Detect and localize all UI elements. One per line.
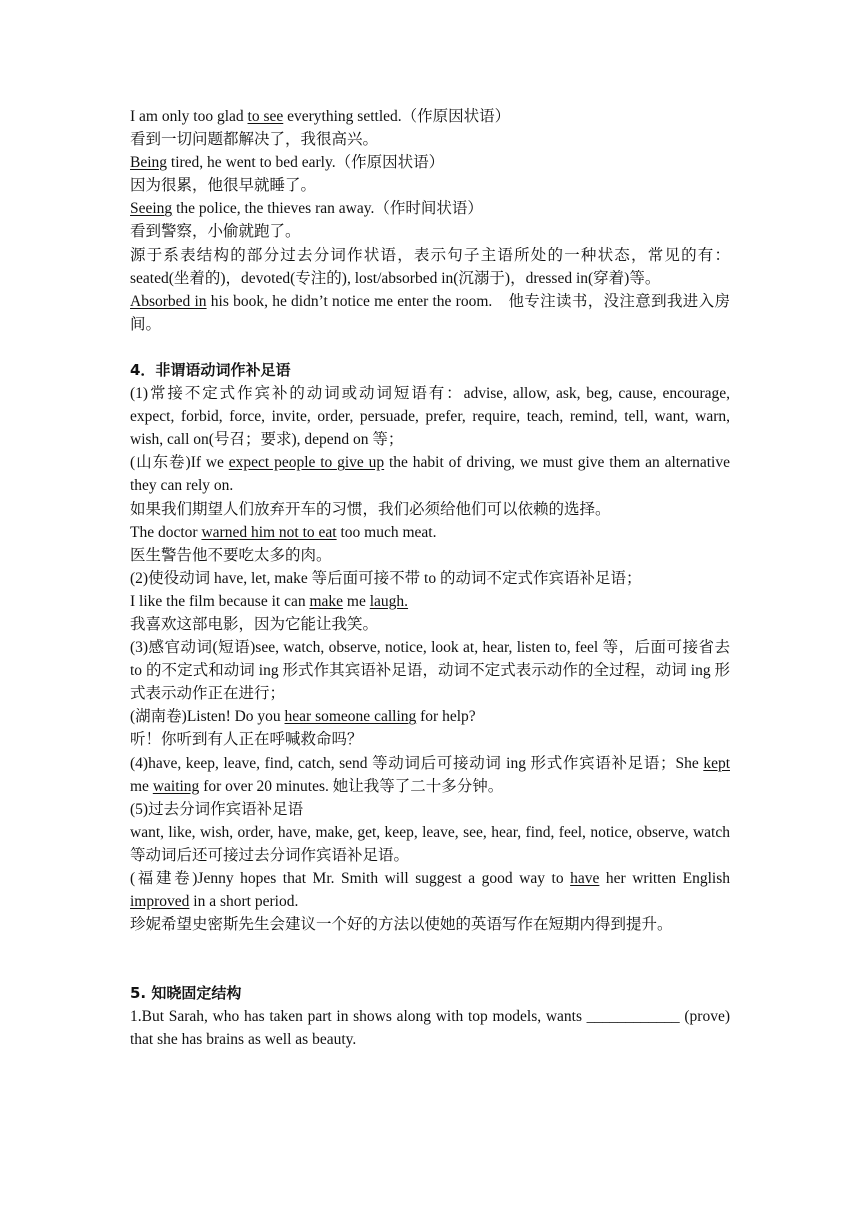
rule-paragraph: (3)感官动词(短语)see, watch, observe, notice, look at, hear, listen to, feel 等，后面可接省去 to 的不定式和动词 ing 形式作其宾语补足语，动词不定式表示动作的全过程，动词 ing 形式表示动作正在进行； [130,639,730,703]
section-5-heading: 5. 知晓固定结构 [130,984,242,1003]
document-page [130,105,730,1052]
translation: 我喜欢这部电影，因为它能让我笑。 [130,615,379,633]
example-sentence: I am only too glad to see everything settled.（作原因状语） [130,108,511,125]
rule-paragraph: want, like, wish, order, have, make, get, keep, leave, see, hear, find, feel, notice, observe, watch 等动词后还可接过去分词作宾语补足语。 [130,823,730,864]
translation: 因为很累，他很早就睡了。 [130,177,317,195]
translation: 如果我们期望人们放弃开车的习惯，我们必须给他们可以依赖的选择。 [130,500,611,518]
exercise-question: 1.But Sarah, who has taken part in shows along with top models, wants ____________ (prove) that she has brains as well as beauty. [130,1008,730,1049]
example-sentence: I like the film because it can make me laugh. [130,592,409,610]
rule-paragraph: (1)常接不定式作宾补的动词或动词短语有：advise, allow, ask, beg, cause, encourage, expect, forbid, force, invite, order, persuade, prefer, require, teach, remind, tell, want, warn, wish, call on(号召；要求), depend on 等； [130,385,730,449]
rule-paragraph: (2)使役动词 have, let, make 等后面可接不带 to 的动词不定式作宾语补足语； [130,569,642,587]
example-sentence: (湖南卷)Listen! Do you hear someone calling for help? [130,708,476,726]
example-sentence: Seeing the police, the thieves ran away.（作时间状语） [130,200,483,218]
translation: 珍妮希望史密斯先生会建议一个好的方法以使她的英语写作在短期内得到提升。 [130,916,673,934]
explanation-paragraph: 源于系表结构的部分过去分词作状语，表示句子主语所处的一种状态，常见的有：seated(坐着的)，devoted(专注的), lost/absorbed in(沉溺于)，dressed in(穿着)等。 [130,246,730,287]
example-sentence: Being tired, he went to bed early.（作原因状语） [130,154,445,172]
rule-paragraph: (5)过去分词作宾语补足语 [130,800,304,818]
translation: 看到警察，小偷就跑了。 [130,223,301,241]
translation: 看到一切问题都解决了，我很高兴。 [130,131,379,149]
example-sentence: The doctor warned him not to eat too much meat. [130,523,437,541]
translation: 听！你听到有人正在呼喊救命吗？ [130,731,363,749]
example-sentence: Absorbed in his book, he didn’t notice me enter the room. 他专注读书，没注意到我进入房间。 [130,292,731,333]
example-sentence: (福建卷)Jenny hopes that Mr. Smith will suggest a good way to have her written English improved in a short period. [130,870,731,911]
rule-paragraph: (4)have, keep, leave, find, catch, send 等动词后可接动词 ing 形式作宾语补足语；She kept me waiting for over 20 minutes. 她让我等了二十多分钟。 [130,754,730,795]
translation: 医生警告他不要吃太多的肉。 [130,546,332,564]
example-sentence: (山东卷)If we expect people to give up the habit of driving, we must give them an alternative they can rely on. [130,454,730,495]
section-4-heading: 4．非谓语动词作补足语 [130,360,291,379]
